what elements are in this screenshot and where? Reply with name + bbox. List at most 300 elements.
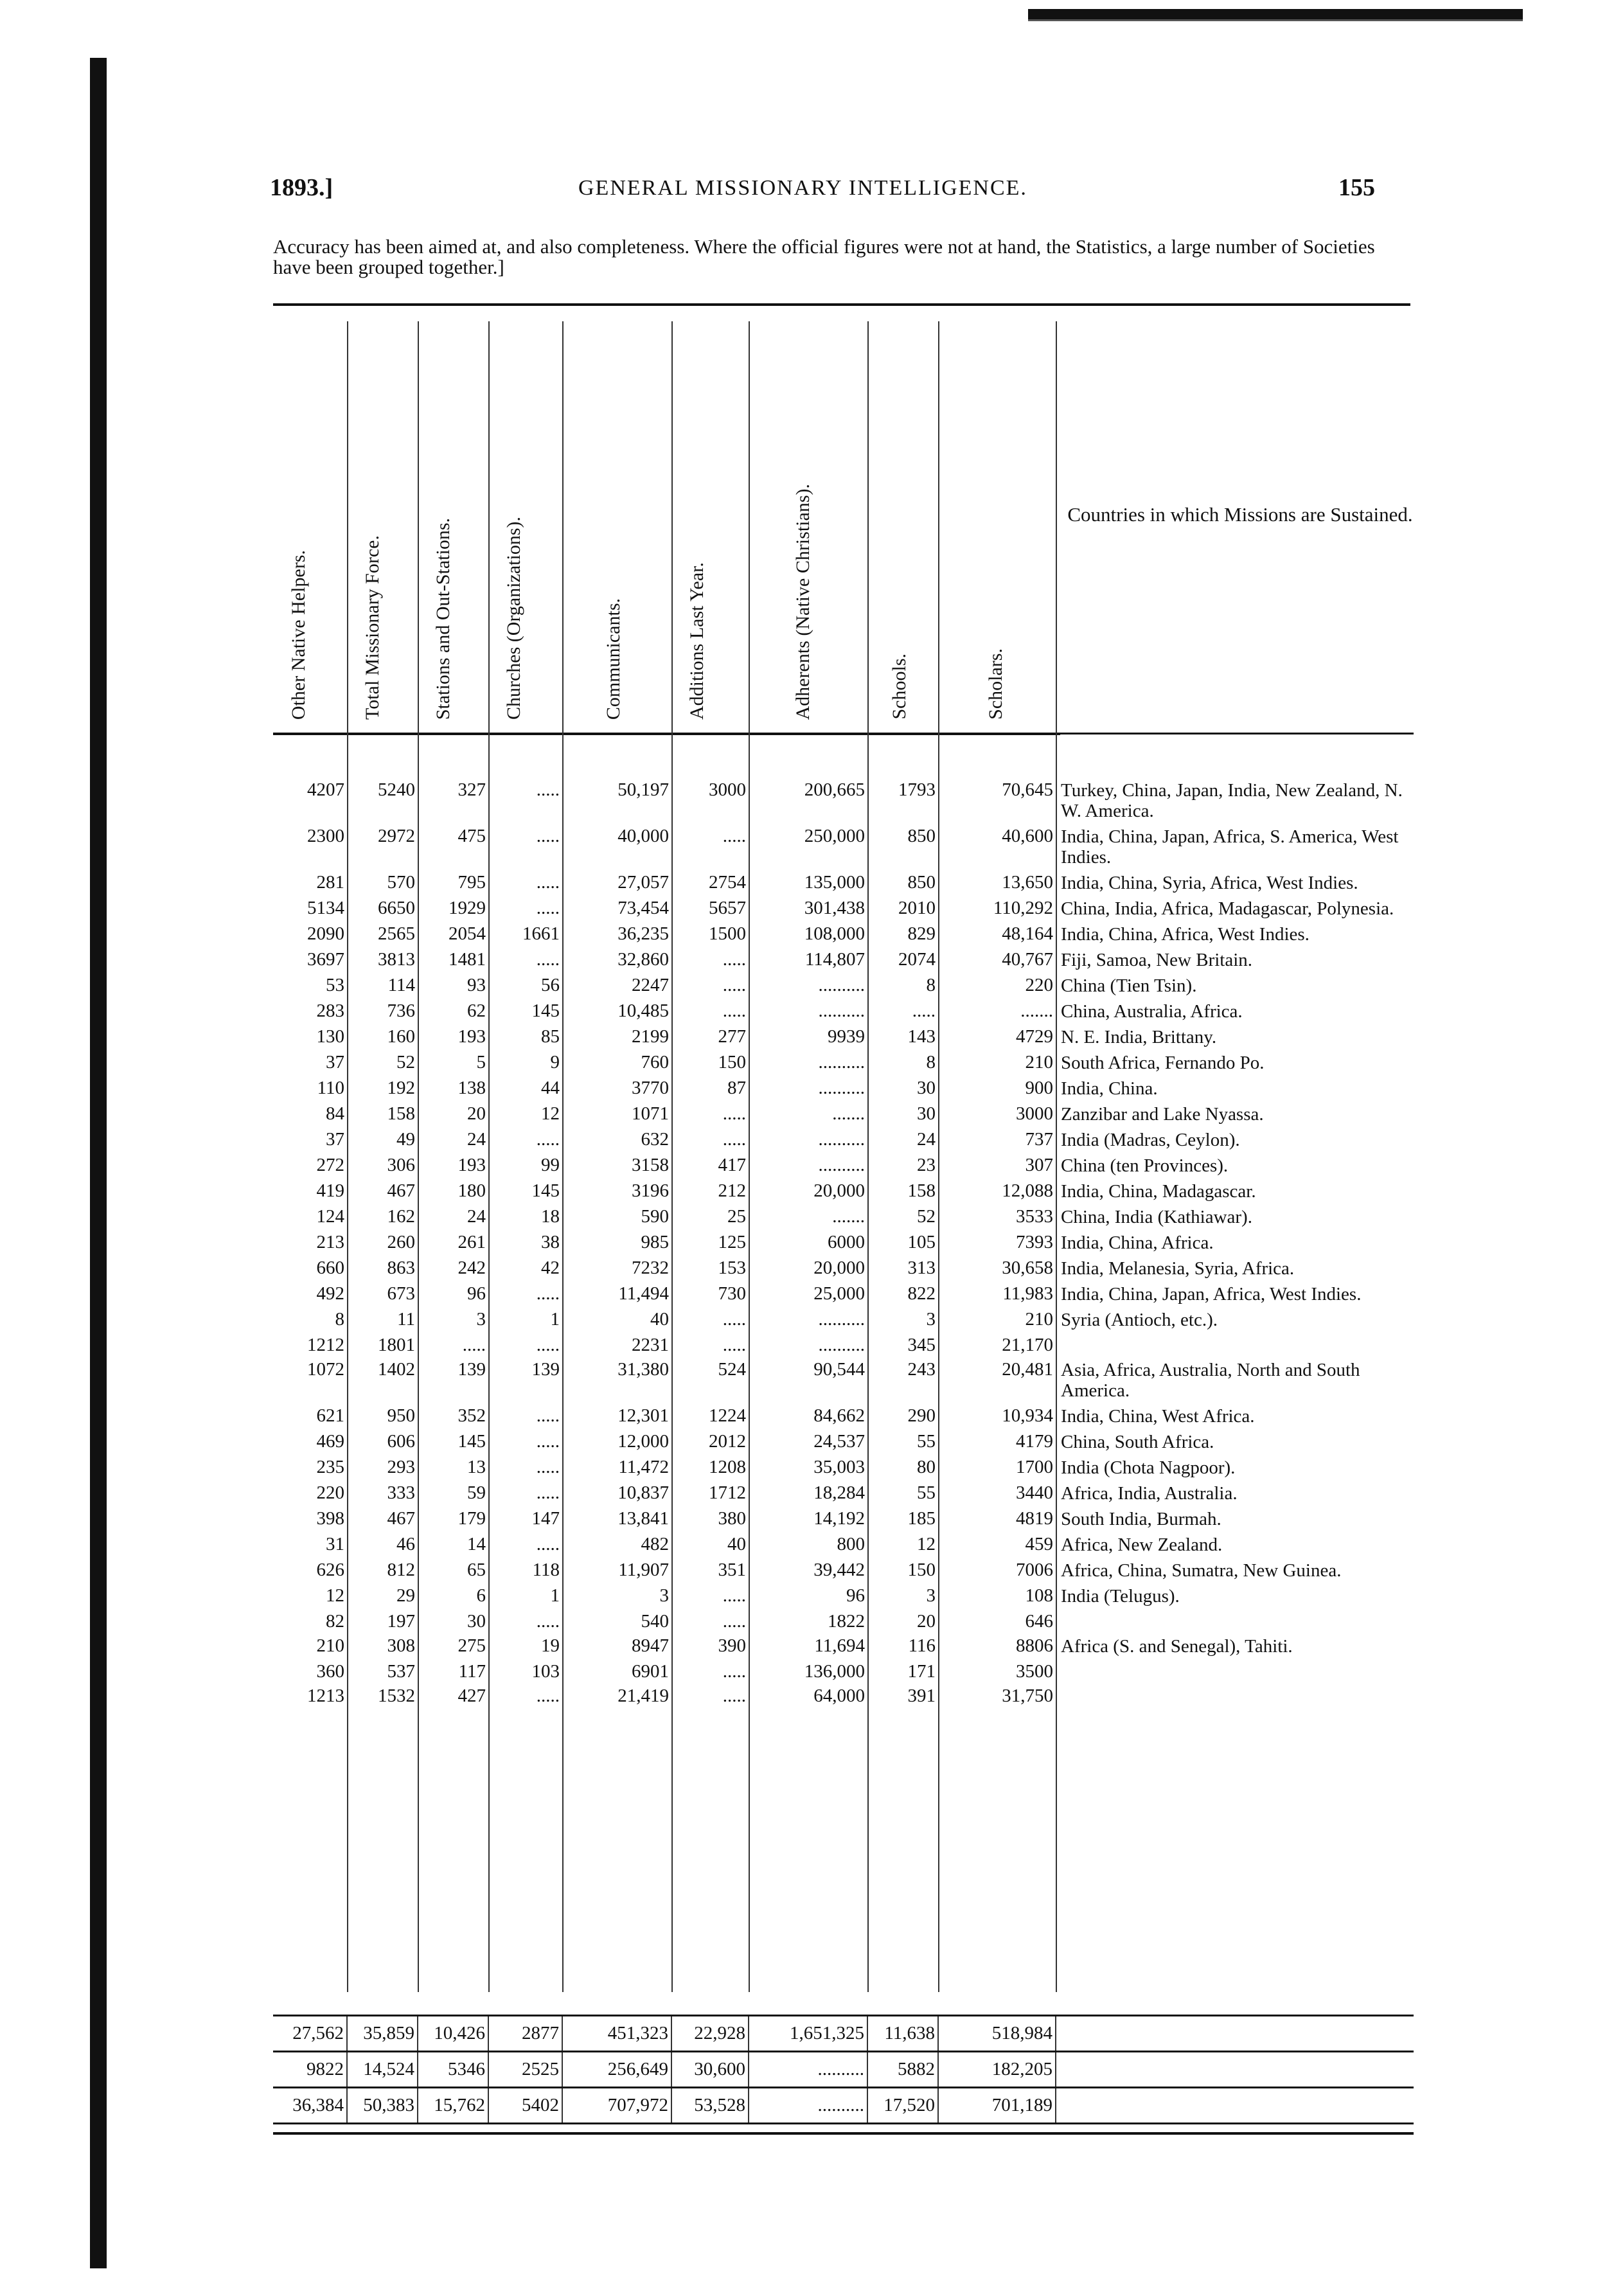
table-cell: 53 [326, 975, 344, 995]
table-cell: 84,662 [813, 1405, 865, 1426]
table-cell: 20 [917, 1611, 936, 1632]
table-cell: 419 [316, 1180, 344, 1201]
table-row [273, 1506, 1414, 1532]
table-cell: 11 [397, 1309, 415, 1330]
table-cell: 8 [926, 1052, 936, 1072]
table-cell: 30 [917, 1103, 936, 1124]
table-cell: 261 [457, 1232, 486, 1252]
top-edge-rule [1028, 9, 1523, 19]
table-cell: 11,472 [618, 1457, 669, 1477]
table-row [273, 999, 1414, 1024]
table-cell: 180 [457, 1180, 486, 1201]
table-cell: 11,494 [618, 1283, 669, 1304]
totals-cell: 30,600 [671, 2052, 749, 2088]
table-cell: 193 [457, 1155, 486, 1175]
totals-cell: 11,638 [867, 2016, 938, 2052]
table-cell: 1661 [522, 923, 560, 944]
table-cell: 290 [907, 1405, 936, 1426]
totals-cell: 256,649 [562, 2052, 671, 2088]
table-cell: 4207 [307, 779, 344, 800]
table-cell: 313 [907, 1258, 936, 1278]
country-cell: Asia, Africa, Australia, North and South America. [1061, 1360, 1360, 1401]
country-cell: Africa, New Zealand. [1061, 1535, 1223, 1555]
table-cell: 621 [316, 1405, 344, 1426]
table-cell: 27,057 [617, 872, 669, 893]
table-cell: 1822 [828, 1611, 865, 1632]
table-cell: 795 [457, 872, 486, 893]
totals-cell: 2877 [488, 2016, 562, 2052]
column-heading: Scholars. [985, 648, 1006, 720]
top-edge-rule-thin [1028, 19, 1523, 21]
table-row [273, 947, 1414, 973]
table-cell: 37 [326, 1052, 344, 1072]
table-cell: ..... [536, 1283, 560, 1304]
table-cell: 7232 [632, 1258, 669, 1278]
table-cell: 10,485 [617, 1001, 669, 1021]
table-cell: ..... [722, 1001, 746, 1021]
table-cell: 85 [541, 1026, 560, 1047]
table-row [273, 1204, 1414, 1230]
totals-cell: 27,562 [273, 2016, 347, 2052]
table-cell: 87 [727, 1078, 746, 1098]
table-cell: 24,537 [813, 1431, 865, 1452]
totals-cell: 707,972 [562, 2088, 671, 2124]
table-cell: 1 [550, 1309, 560, 1330]
table-row [273, 1076, 1414, 1101]
table-cell: ..... [536, 1431, 560, 1452]
table-cell: 1801 [378, 1335, 415, 1355]
table-cell: 7393 [1016, 1232, 1053, 1252]
country-cell: China, South Africa. [1061, 1432, 1214, 1452]
table-cell: 281 [316, 872, 344, 893]
table-cell: 5134 [307, 898, 344, 918]
table-cell: 1481 [448, 949, 486, 970]
totals-cell: 9822 [273, 2052, 347, 2088]
table-cell: 90,544 [813, 1359, 865, 1380]
table-cell: 235 [316, 1457, 344, 1477]
column-heading: Schools. [889, 654, 910, 720]
table-cell: 139 [531, 1359, 560, 1380]
table-cell: 660 [316, 1258, 344, 1278]
table-cell: 6000 [828, 1232, 865, 1252]
table-cell: 39,442 [813, 1560, 865, 1580]
table-cell: 19 [541, 1635, 560, 1656]
table-cell: 31 [326, 1534, 344, 1554]
country-cell: China (ten Provinces). [1061, 1155, 1229, 1176]
table-cell: 110,292 [993, 898, 1053, 918]
country-cell: Africa (S. and Senegal), Tahiti. [1061, 1636, 1293, 1657]
table-cell: 1071 [632, 1103, 669, 1124]
table-cell: 2565 [378, 923, 415, 944]
table-cell: .......... [818, 1078, 865, 1098]
table-cell: 293 [387, 1457, 415, 1477]
table-cell: 118 [532, 1560, 560, 1580]
table-cell: 220 [316, 1482, 344, 1503]
table-cell: 160 [387, 1026, 415, 1047]
table-row [273, 778, 1414, 824]
country-cell: India (Madras, Ceylon). [1061, 1130, 1240, 1150]
table-cell: 96 [846, 1585, 865, 1606]
table-cell: 4729 [1016, 1026, 1053, 1047]
table-cell: 24 [467, 1206, 486, 1227]
table-cell: 139 [457, 1359, 486, 1380]
table-cell: ..... [536, 1457, 560, 1477]
table-cell: 8806 [1016, 1635, 1053, 1656]
table-cell: ..... [536, 898, 560, 918]
table-cell: ..... [536, 779, 560, 800]
table-cell: 30 [917, 1078, 936, 1098]
table-cell: 540 [641, 1611, 669, 1632]
table-cell: 12 [541, 1103, 560, 1124]
table-cell: 25 [727, 1206, 746, 1227]
table-cell: 250,000 [804, 826, 865, 846]
table-cell: 56 [541, 975, 560, 995]
table-cell: .......... [818, 1052, 865, 1072]
table-cell: 18 [541, 1206, 560, 1227]
table-cell: 38 [541, 1232, 560, 1252]
table-cell: 136,000 [804, 1661, 865, 1682]
table-cell: ..... [722, 1611, 746, 1632]
table-cell: ..... [536, 1534, 560, 1554]
table-cell: 50,197 [617, 779, 669, 800]
table-cell: 30,658 [1002, 1258, 1053, 1278]
table-cell: 646 [1025, 1611, 1053, 1632]
column-heading: Communicants. [603, 598, 624, 720]
table-cell: .......... [818, 1129, 865, 1150]
totals-cell: 22,928 [671, 2016, 749, 2052]
table-cell: ....... [832, 1103, 865, 1124]
country-cell [1056, 1333, 1414, 1357]
table-cell: 158 [907, 1180, 936, 1201]
table-cell: 2972 [378, 826, 415, 846]
countries-heading: Countries in which Missions are Sustained. [1067, 503, 1413, 526]
table-cell: 138 [457, 1078, 486, 1098]
table-cell: 210 [316, 1635, 344, 1656]
table-cell: 99 [541, 1155, 560, 1175]
table-cell: ....... [832, 1206, 865, 1227]
table-cell: 1793 [898, 779, 936, 800]
table-cell: 4819 [1016, 1508, 1053, 1529]
table-cell: 2054 [448, 923, 486, 944]
country-cell: China, Australia, Africa. [1061, 1001, 1243, 1022]
table-cell: 351 [718, 1560, 746, 1580]
table-row [273, 1532, 1414, 1558]
table-cell: ..... [536, 872, 560, 893]
table-cell: 800 [837, 1534, 865, 1554]
totals-cell: 182,205 [938, 2052, 1056, 2088]
totals-row [273, 2088, 1414, 2124]
country-cell: India, Melanesia, Syria, Africa. [1061, 1258, 1295, 1279]
totals-blank-cell [1056, 2016, 1414, 2052]
table-row [273, 1153, 1414, 1179]
table-cell: 145 [531, 1180, 560, 1201]
table-row [273, 1429, 1414, 1455]
table-cell: 117 [458, 1661, 486, 1682]
table-cell: 49 [396, 1129, 415, 1150]
country-cell [1056, 1609, 1414, 1633]
table-row [273, 1256, 1414, 1281]
table-row [273, 1357, 1414, 1403]
table-cell: ..... [722, 949, 746, 970]
table-row [273, 1609, 1414, 1633]
table-cell: ..... [536, 826, 560, 846]
table-cell: 2754 [709, 872, 746, 893]
table-cell: 62 [467, 1001, 486, 1021]
table-cell: 243 [907, 1359, 936, 1380]
totals-cell: 5402 [488, 2088, 562, 2124]
table-cell: 730 [718, 1283, 746, 1304]
table-cell: 220 [1025, 975, 1053, 995]
table-cell: 2012 [709, 1431, 746, 1452]
table-cell: 822 [907, 1283, 936, 1304]
table-cell: 59 [467, 1482, 486, 1503]
column-heading: Stations and Out-Stations. [432, 517, 454, 720]
table-cell: 23 [917, 1155, 936, 1175]
table-cell: ..... [722, 1686, 746, 1706]
table-cell: .......... [818, 1001, 865, 1021]
table-row [273, 1333, 1414, 1357]
table-cell: 24 [467, 1129, 486, 1150]
table-row [273, 1659, 1414, 1684]
totals-cell: 35,859 [347, 2016, 418, 2052]
table-cell: 143 [907, 1026, 936, 1047]
table-cell: 35,003 [813, 1457, 865, 1477]
table-cell: 2300 [307, 826, 344, 846]
table-row [273, 1455, 1414, 1481]
header-running-title: GENERAL MISSIONARY INTELLIGENCE. [578, 176, 1027, 200]
table-cell: 179 [457, 1508, 486, 1529]
table-cell: 171 [907, 1661, 936, 1682]
table-cell: 40 [650, 1309, 669, 1330]
table-row [273, 1281, 1414, 1307]
table-cell: 352 [457, 1405, 486, 1426]
table-cell: 40,767 [1002, 949, 1053, 970]
table-cell: 2231 [632, 1335, 669, 1355]
table-row [273, 1558, 1414, 1583]
table-cell: 626 [316, 1560, 344, 1580]
table-cell: 114 [387, 975, 415, 995]
table-cell: 20,000 [813, 1258, 865, 1278]
table-cell: 8 [335, 1309, 344, 1330]
table-cell: 12,000 [617, 1431, 669, 1452]
table-cell: 108,000 [804, 923, 865, 944]
table-cell: 398 [316, 1508, 344, 1529]
table-cell: .......... [818, 975, 865, 995]
table-cell: 467 [387, 1180, 415, 1201]
table-cell: 55 [917, 1482, 936, 1503]
totals-cell: 50,383 [347, 2088, 418, 2124]
table-cell: 391 [907, 1686, 936, 1706]
table-cell: 125 [718, 1232, 746, 1252]
table-cell: ..... [536, 1405, 560, 1426]
heading-bottom-rule-countries [1057, 733, 1414, 734]
table-cell: 13 [467, 1457, 486, 1477]
table-cell: ..... [536, 1686, 560, 1706]
table-row [273, 1307, 1414, 1333]
totals-table [273, 2015, 1414, 2124]
table-cell: 4179 [1016, 1431, 1053, 1452]
table-cell: ..... [536, 1482, 560, 1503]
statistics-table [273, 778, 1414, 1708]
country-cell: India, China, West Africa. [1061, 1406, 1255, 1427]
table-cell: 210 [1025, 1309, 1053, 1330]
table-cell: 14 [467, 1534, 486, 1554]
totals-cell: 451,323 [562, 2016, 671, 2052]
table-cell: 673 [387, 1283, 415, 1304]
table-cell: 850 [907, 872, 936, 893]
table-row [273, 1101, 1414, 1127]
table-cell: 3533 [1016, 1206, 1053, 1227]
totals-cell: 518,984 [938, 2016, 1056, 2052]
column-heading: Total Missionary Force. [362, 535, 383, 720]
table-cell: 7006 [1016, 1560, 1053, 1580]
totals-cell: 701,189 [938, 2088, 1056, 2124]
country-cell: India, China, Japan, Africa, West Indies. [1061, 1284, 1362, 1304]
totals-row [273, 2016, 1414, 2052]
totals-cell: 53,528 [671, 2088, 749, 2124]
table-cell: 158 [387, 1103, 415, 1124]
table-cell: 1212 [307, 1335, 344, 1355]
table-cell: .......... [818, 1309, 865, 1330]
table-row [273, 921, 1414, 947]
country-cell: China, India, Africa, Madagascar, Polynesia. [1061, 898, 1394, 919]
table-cell: ..... [912, 1001, 936, 1021]
table-cell: 380 [718, 1508, 746, 1529]
table-cell: 213 [316, 1232, 344, 1252]
table-cell: 30 [467, 1611, 486, 1632]
table-cell: 108 [1025, 1585, 1053, 1606]
table-cell: 24 [917, 1129, 936, 1150]
totals-cell: 36,384 [273, 2088, 347, 2124]
table-cell: ..... [722, 1309, 746, 1330]
table-row [273, 1633, 1414, 1659]
table-cell: 1208 [709, 1457, 746, 1477]
table-cell: ..... [462, 1335, 486, 1355]
table-cell: 3697 [307, 949, 344, 970]
totals-row [273, 2052, 1414, 2088]
table-cell: 29 [396, 1585, 415, 1606]
table-cell: 162 [387, 1206, 415, 1227]
table-cell: ..... [722, 1103, 746, 1124]
table-cell: 3000 [709, 779, 746, 800]
table-cell: 192 [387, 1078, 415, 1098]
totals-cell: .......... [749, 2088, 867, 2124]
table-cell: 32,860 [617, 949, 669, 970]
table-cell: 8 [926, 975, 936, 995]
table-bottom-rule [273, 2132, 1414, 2135]
table-cell: 272 [316, 1155, 344, 1175]
totals-blank-cell [1056, 2052, 1414, 2088]
country-cell: India, China, Africa, West Indies. [1061, 924, 1310, 945]
table-cell: 6 [476, 1585, 486, 1606]
table-cell: 153 [718, 1258, 746, 1278]
table-cell: 3 [926, 1585, 936, 1606]
totals-cell: 17,520 [867, 2088, 938, 2124]
country-cell: N. E. India, Brittany. [1061, 1027, 1217, 1047]
country-cell: Zanzibar and Lake Nyassa. [1061, 1104, 1264, 1125]
table-cell: 65 [467, 1560, 486, 1580]
table-cell: 44 [541, 1078, 560, 1098]
table-top-rule [273, 303, 1410, 306]
table-row [273, 1024, 1414, 1050]
table-cell: 46 [396, 1534, 415, 1554]
table-cell: 1072 [307, 1359, 344, 1380]
table-cell: 48,164 [1002, 923, 1053, 944]
table-cell: 12,301 [617, 1405, 669, 1426]
table-cell: ..... [722, 1335, 746, 1355]
table-cell: 482 [641, 1534, 669, 1554]
table-cell: 11,983 [1002, 1283, 1053, 1304]
table-cell: 6901 [632, 1661, 669, 1682]
table-cell: 3500 [1016, 1661, 1053, 1682]
table-cell: 150 [907, 1560, 936, 1580]
country-cell: India, China. [1061, 1078, 1158, 1099]
table-cell: 3813 [378, 949, 415, 970]
table-cell: 360 [316, 1661, 344, 1682]
table-cell: 475 [457, 826, 486, 846]
table-cell: 20,000 [813, 1180, 865, 1201]
table-cell: 80 [917, 1457, 936, 1477]
table-cell: 467 [387, 1508, 415, 1529]
table-cell: ..... [722, 826, 746, 846]
table-cell: 760 [641, 1052, 669, 1072]
country-cell: China, India (Kathiawar). [1061, 1207, 1252, 1227]
table-cell: 36,235 [617, 923, 669, 944]
table-cell: 147 [531, 1508, 560, 1529]
table-cell: 260 [387, 1232, 415, 1252]
table-cell: 308 [387, 1635, 415, 1656]
country-cell: India, China, Africa. [1061, 1233, 1214, 1253]
table-cell: 11,907 [618, 1560, 669, 1580]
table-cell: 900 [1025, 1078, 1053, 1098]
table-cell: 736 [387, 1001, 415, 1021]
table-cell: ..... [536, 1129, 560, 1150]
table-row [273, 973, 1414, 999]
table-row [273, 1583, 1414, 1609]
table-cell: 333 [387, 1482, 415, 1503]
table-cell: 10,837 [617, 1482, 669, 1503]
table-cell: 1224 [709, 1405, 746, 1426]
table-cell: ....... [1020, 1001, 1053, 1021]
table-cell: 2074 [898, 949, 936, 970]
table-cell: 863 [387, 1258, 415, 1278]
totals-cell: 5346 [418, 2052, 488, 2088]
table-cell: 3000 [1016, 1103, 1053, 1124]
table-cell: 570 [387, 872, 415, 893]
country-cell: India (Chota Nagpoor). [1061, 1457, 1236, 1478]
table-cell: 737 [1025, 1129, 1053, 1150]
totals-cell: 1,651,325 [749, 2016, 867, 2052]
header-year: 1893.] [270, 174, 333, 201]
table-row [273, 824, 1414, 870]
table-cell: 1500 [709, 923, 746, 944]
country-cell: India (Telugus). [1061, 1586, 1180, 1606]
totals-cell: 5882 [867, 2052, 938, 2088]
table-cell: 3770 [632, 1078, 669, 1098]
table-cell: 492 [316, 1283, 344, 1304]
table-cell: 3 [659, 1585, 669, 1606]
table-cell: 283 [316, 1001, 344, 1021]
table-cell: ..... [722, 1585, 746, 1606]
table-cell: 20,481 [1002, 1359, 1053, 1380]
table-cell: 632 [641, 1129, 669, 1150]
table-cell: 3 [476, 1309, 486, 1330]
country-cell: Syria (Antioch, etc.). [1061, 1310, 1218, 1330]
column-heading: Adherents (Native Christians). [792, 483, 813, 720]
column-heading: Other Native Helpers. [288, 549, 309, 720]
table-cell: 52 [396, 1052, 415, 1072]
table-cell: 130 [316, 1026, 344, 1047]
